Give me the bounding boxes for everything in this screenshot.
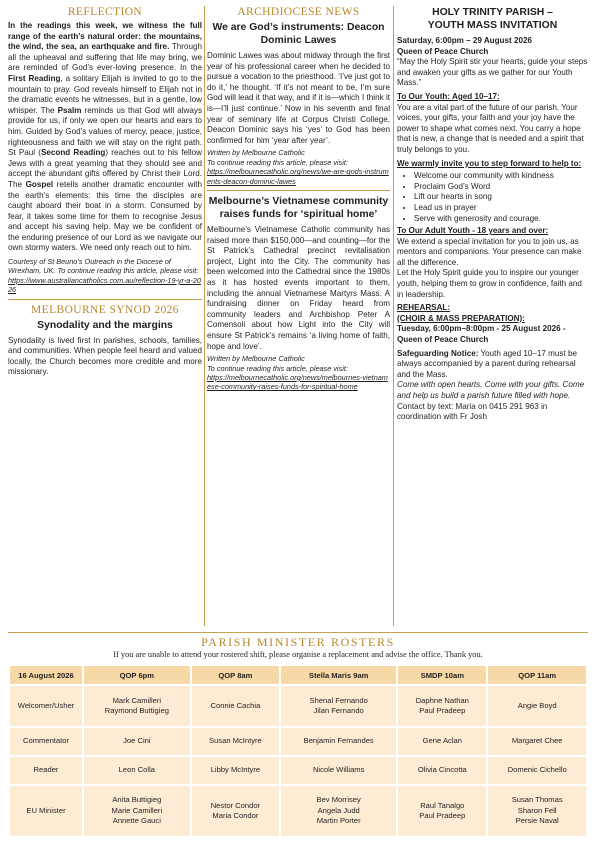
synod-heading: Synodality and the margins	[37, 319, 173, 331]
youth-body: You are a vital part of the future of our parish. Your voices, your gifts, your faith and your joy have the power to shape what comes next. You carry a hope that is new, a change that is needed and a spirit that truly belongs to you.	[397, 102, 584, 154]
archdiocese-column	[207, 6, 390, 392]
column-header: QOP 8am	[192, 666, 279, 684]
column-header: SMDP 10am	[398, 666, 486, 684]
article2-heading: Melbourne’s Vietnamese community raises funds for ‘spiritual home’	[208, 195, 389, 220]
divider	[207, 190, 390, 191]
table-cell: Leon Colla	[84, 757, 190, 784]
invite-heading: We warmly invite you to step forward to help to:	[397, 158, 582, 168]
youth-title: HOLY TRINITY PARISH – YOUTH MASS INVITATION	[427, 7, 558, 31]
archdiocese-section-title: ARCHDIOCESE NEWS	[237, 6, 360, 18]
list-item: • Lift our hearts in song	[414, 192, 588, 203]
table-row	[10, 728, 586, 755]
table-cell: Bev Morrisey Angela Judd Martin Porter	[281, 786, 396, 836]
table-cell: Mark Camilleri Raymond Buttigieg	[84, 686, 190, 726]
divider	[8, 299, 202, 300]
article2-link[interactable]: https://melbournecatholic.org/news/melbournes-vietnamese-community-raises-funds-for-spiritual-home	[207, 372, 388, 392]
spirit-line: Let the Holy Spirit guide you to inspire our younger youth, helping them to grow in confidence, faith and in leadership.	[397, 268, 582, 299]
rehearsal-when: Tuesday, 6:00pm–8:00pm - 25 August 2026 - Queen of Peace Church	[397, 324, 566, 345]
table-cell: Susan Thomas Sharon Fell Persie Naval	[488, 786, 586, 836]
rehearsal-heading: REHEARSAL:	[397, 303, 451, 313]
rosters-title: PARISH MINISTER ROSTERS	[201, 635, 395, 649]
table-cell: Olivia Cincotta	[398, 757, 486, 784]
table-row	[10, 757, 586, 784]
reflection-link[interactable]: https://www.australiancatholics.com.au/reflection-19-yr-a-2026	[8, 275, 201, 295]
table-cell: Connie Cachia	[192, 686, 279, 726]
article2-body: Melbourne’s Vietnamese Catholic community has raised more than $150,000—and counting—for the St Patrick’s Cathedral precinct revitalisation project, Light into the City. The community has been welcomed into the Cathedral since the 1980s as it has hosted events important to them, including the annual Vietnamese Martyrs Mass. A fundraising dinner on Friday heard from community leaders and Archbishop Peter A Comensoli about how Light into the City will ensure St Patrick’s remains ‘a living home of faith, hope and love’.	[207, 224, 390, 351]
synod-section-title: MELBOURNE SYNOD 2026	[31, 303, 179, 316]
adult-heading: To Our Adult Youth - 18 years and over:	[397, 226, 549, 236]
article1-body: Dominic Lawes was about midway through the first year of his professional career when he decided to pursue a vocation to the priesthood. ‘I’ve just got to do it,’ he thought. ‘If it’s not meant to be, I’m sure God will lead it that way, and if it is—which I think it is—I’ll just continue.’ Now in his seventh and final year of seminary life at Corpus Christi College, Deacon Dominic says his ‘yes’ to God has been confirmed for him ‘year after year’.	[207, 51, 390, 145]
row-role: Commentator	[10, 728, 82, 755]
table-cell: Nicole Williams	[281, 757, 396, 784]
article2-continue: To continue reading this article, please visit:	[207, 363, 348, 373]
row-role: Welcomer/Usher	[10, 686, 82, 726]
reflection-credit: Courtesy of St Beuno’s Outreach in the Diocese of Wrexham, UK. To continue reading this article, please visit:	[8, 257, 199, 276]
row-role: Reader	[10, 757, 82, 784]
reflection-body: In the readings this week, we witness the full range of the earth’s natural order: the mountains, the wind, the sea, an earthquake and fire. Through all the upheaval and suffering that life may bring, we are reminded of God’s ever-loving presence. In the First Reading, a solitary Elijah is invited to go to the mountain to pray. God reveals himself to Elijah not in the dramatic events he witnesses, but in a gentle, low whisper. The Psalm reminds us that God will always provide for us, if only we open our hearts and ears to him. Guided by God’s values of mercy, peace, justice, righteousness and faith we will stay on the right path. St Paul (Second Reading) reaches out to his fellow Jews with a great yearning that they should see and accept the abundant gifts offered by Christ their Lord. The Gospel retells another dramatic encounter with the earth’s elements: this time the disciples are caught aboard their boat in a storm. Consumed by fear, it takes some time for them to recognise Jesus and accept his saving help. May we be confident of the enduring presence of our Lord as we navigate our own stormy waters. We need only reach out to him.	[8, 21, 202, 253]
list-item: • Welcome our community with kindness	[414, 171, 588, 182]
column-divider	[204, 6, 205, 626]
column-header: 16 August 2026	[10, 666, 82, 684]
table-cell: Margaret Chee	[488, 728, 586, 755]
table-cell: Domenic Cichello	[488, 757, 586, 784]
column-header: QOP 11am	[488, 666, 586, 684]
table-header-row	[10, 666, 586, 684]
table-row	[10, 786, 586, 836]
column-header: Stella Maris 9am	[281, 666, 396, 684]
invite-list	[397, 171, 588, 224]
article1-byline: Written by Melbourne Catholic	[207, 148, 305, 158]
table-cell: Joe Cini	[84, 728, 190, 755]
table-cell: Gene Aclan	[398, 728, 486, 755]
reflection-section-title: REFLECTION	[67, 6, 143, 18]
rosters-note: If you are unable to attend your rostered shift, please organise a replacement and advise the office. Thank you.	[113, 650, 483, 659]
list-item: • Lead us in prayer	[414, 203, 588, 214]
safeguarding-notice: Safeguarding Notice: Youth aged 10–17 must be always accompanied by a parent during rehearsal and the Mass.	[397, 348, 577, 379]
article1-link[interactable]: https://melbournecatholic.org/news/we-are-gods-instruments-deacon-dominic-lawes	[207, 167, 389, 186]
table-cell: Nestor Condor Maria Condor	[192, 786, 279, 836]
list-item: • Proclaim God’s Word	[414, 182, 588, 193]
youth-heading: To Our Youth: Aged 10–17:	[397, 91, 500, 101]
reflection-column	[8, 6, 202, 378]
youth-date: Saturday, 6:00pm – 29 August 2026	[397, 36, 532, 45]
article1-continue: To continue reading this article, please visit:	[207, 157, 348, 167]
table-cell: Susan McIntyre	[192, 728, 279, 755]
contact-line: Contact by text: Maria on 0415 291 963 in coordination with Fr Josh	[397, 401, 548, 422]
table-cell: Libby McIntyre	[192, 757, 279, 784]
divider	[8, 632, 588, 633]
list-item: • Serve with generosity and courage.	[414, 214, 588, 225]
synod-body: Synodality is lived first in parishes, schools, families, and communities. When people feel heard and valued locally, the Church becomes more credible and more missionary.	[8, 335, 202, 377]
column-header: QOP 6pm	[84, 666, 190, 684]
table-cell: Shenal Fernando Jilan Fernando	[281, 686, 396, 726]
table-cell: Raul Tanalgo Paul Pradeep	[398, 786, 486, 836]
article2-byline: Written by Melbourne Catholic	[207, 354, 305, 364]
table-cell: Angie Boyd	[488, 686, 586, 726]
youth-mass-column	[397, 6, 588, 423]
table-row	[10, 686, 586, 726]
article1-heading: We are God’s instruments: Deacon Dominic Lawes	[212, 22, 385, 46]
rehearsal-subheading: (CHOIR & MASS PREPARATION):	[397, 313, 525, 323]
row-role: EU Minister	[10, 786, 82, 836]
adult-body: We extend a special invitation for you to join us, as mentors and companions. Your presence can make all the difference.	[397, 236, 582, 267]
youth-quote: “May the Holy Spirit stir your hearts, guide your steps and awaken your gifts as we gather for our Youth Mass.”	[397, 57, 588, 88]
table-cell: Daphne Nathan Paul Pradeep	[398, 686, 486, 726]
italic-invite: Come with open hearts. Come with your gifts. Come and help us build a parish future filled with hope.	[397, 380, 585, 400]
table-cell: Anita Buttigieg Marie Camilleri Annette Gauci	[84, 786, 190, 836]
table-cell: Benjamin Fernandes	[281, 728, 396, 755]
column-divider	[393, 6, 394, 626]
roster-table	[8, 664, 588, 838]
youth-venue: Queen of Peace Church	[397, 46, 489, 56]
